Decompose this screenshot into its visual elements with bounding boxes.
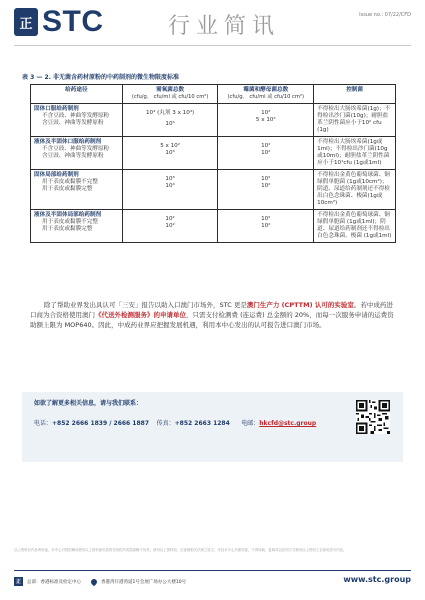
route-cell: 液体及半固体口服给药制剂 不含豆豉、神曲等发酵原粉 含豆豉、神曲等发酵原粉 (31, 137, 123, 170)
disclaimer-text: 以上资料仅作参考用途，本中心对因依赖或使用以上资料而引致的任何损失或损害概不负责。使用以上资料前，应查阅相关法规之原文。未经本中心书面同意，不得转载、复制或以任何方式使用以上资料之全部或部分内容。 (14, 548, 347, 552)
table-row (31, 104, 396, 137)
control-cell: 不得检出金黄色葡萄球菌、铜绿假单胞菌 (1g或10cm²)；阴道、尿道给药制剂还不得检出白色念珠菌、梭菌(1g或10cm²) (314, 170, 396, 210)
header-control: 控制菌 (314, 85, 396, 104)
route-cell: 固体口服给药制剂 不含豆豉、神曲等发酵原粉 含豆豉、神曲等发酵原粉 (31, 104, 123, 137)
control-cell: 不得检出大肠埃希菌(1g或1ml)；不得检出沙门菌(10g 或10ml)；耐胆盐革兰阴性菌应小于10¹cfu (1g或1ml) (314, 137, 396, 170)
header-mold: 霉菌和酵母菌总数 (cfu/g、 cfu/ml 或 cfu/10 cm²) (218, 85, 314, 104)
footer-divider (14, 570, 411, 571)
microbial-limit-table (30, 84, 396, 243)
contact-heading: 如欲了解更多相关信息，请与我们联系： (34, 400, 143, 407)
aerobic-cell: 10² 10² (122, 210, 218, 243)
aerobic-cell: 10³ 10⁴ (122, 170, 218, 210)
route-cell: 固体局部给药制剂 用于表皮或黏膜不完整 用于表皮或黏膜完整 (31, 170, 123, 210)
footer-hq: 总部：香港标准及检定中心 (27, 579, 81, 585)
control-cell: 不得检出金黄色葡萄球菌、铜绿假单胞菌 (1g或1ml)；阴道、尿道给药制剂还不得检出白色念珠菌、梭菌 (1g或1ml) (314, 210, 396, 243)
mold-cell: 10² 5 x 10² (218, 104, 314, 137)
page-title: 行业简讯 (168, 14, 281, 39)
table-caption: 表 3 — 2. 非无菌含药材原粉的中药制剂的微生物限度标准 (22, 74, 179, 81)
table-row (31, 137, 396, 170)
qr-code-icon (356, 400, 390, 434)
contact-details: 电话：+852 2666 1839 / 2666 1887 传真：+852 2663 1284 电邮：hkcfd@stc.group (34, 420, 317, 427)
footer-logo-icon: 正 (15, 579, 21, 585)
body-paragraph: 除了帮助业界发出具认可「三安」报告以助入口澳门市场外，STC 更是澳门生产力 (CPTTM) 认可的实验室。若中成药进口商为合资格使用澳门《代送外检测服务》的申请单位，只需支付检测费 (连运费) 总金额的 20%，而每一次服务申请的运费资助额上限为 MOP640。因此，中成药业界应把握发展机遇，利用本中心发出的认可报告进口澳门市场。 (30, 301, 394, 329)
mold-cell: 10² 10² (218, 137, 314, 170)
header-route: 给药途径 (31, 85, 123, 104)
control-cell: 不得检出大肠埃希菌(1g)；不得检出沙门菌(10g)；耐胆盐革兰阴性菌应小于10² cfu (1g) (314, 104, 396, 137)
aerobic-cell: 5 x 10² 10³ (122, 137, 218, 170)
cpttm-highlight: 澳门生产力 (CPTTM) 认可的实验室 (246, 301, 354, 309)
fax-number: +852 2663 1284 (174, 420, 230, 427)
email-link[interactable]: hkcfd@stc.group (259, 420, 317, 427)
stc-logo (14, 5, 104, 38)
table-header-row (31, 85, 396, 104)
page-header (0, 0, 425, 50)
aerobic-cell: 10⁴ (丸剂 3 x 10⁴) 10⁵ (122, 104, 218, 137)
issue-number: Issue no.: 07/22/CFD (359, 12, 411, 18)
service-highlight: 《代送外检测服务》的申请单位 (95, 311, 186, 319)
logo-mark: 正 (14, 8, 38, 36)
logo-text: STC (42, 5, 104, 38)
footer-address: 香港湾仔港湾道1号会展广场办公大楼10号 (101, 579, 187, 585)
website-link[interactable]: www.stc.group (343, 575, 411, 584)
header-divider (14, 45, 411, 46)
mold-cell: 10² 10² (218, 170, 314, 210)
table-row (31, 210, 396, 243)
table-row (31, 170, 396, 210)
header-aerobic: 需氧菌总数 (cfu/g、 cfu/ml 或 cfu/10 cm²) (122, 85, 218, 104)
route-cell: 液体及半固体局部给药制剂 用于表皮或黏膜不完整 用于表皮或黏膜完整 (31, 210, 123, 243)
mold-cell: 10² 10² (218, 210, 314, 243)
phone-number: +852 2666 1839 / 2666 1887 (52, 420, 149, 427)
location-pin-icon (90, 577, 98, 585)
page-footer (14, 577, 186, 586)
